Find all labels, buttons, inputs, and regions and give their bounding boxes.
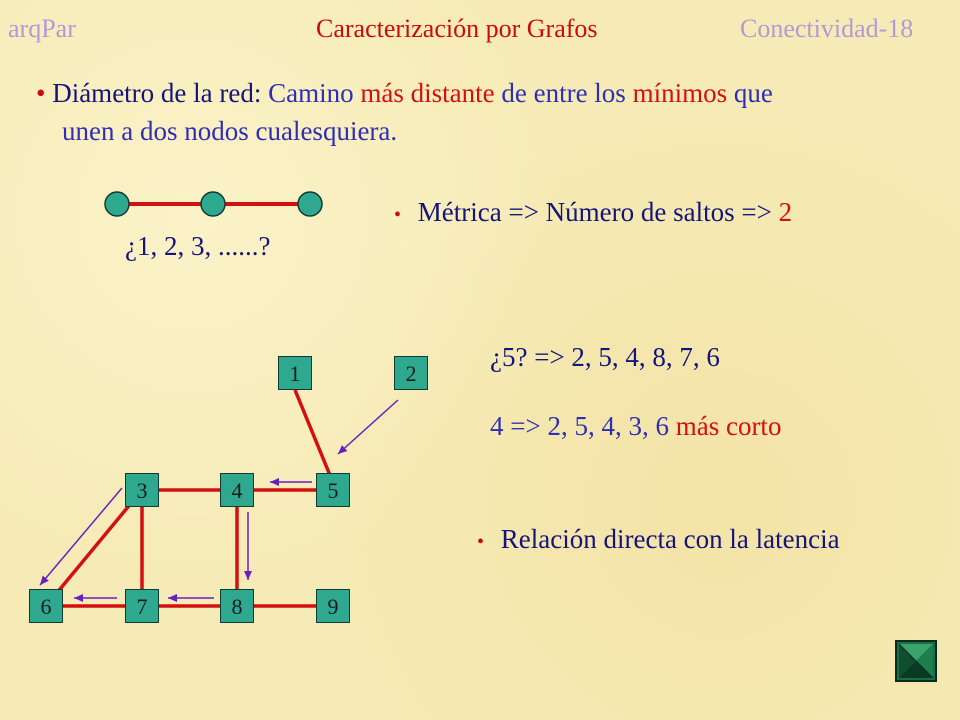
- graph-node-7: 7: [125, 589, 159, 623]
- definition-word: de entre los: [501, 78, 626, 108]
- bullet-dot: •: [477, 531, 485, 553]
- metric-text: Métrica => Número de saltos =>: [417, 197, 772, 227]
- slide-title: Caracterización por Grafos: [316, 14, 598, 43]
- short-path-text: [490, 409, 781, 443]
- graph-node-1: 1: [278, 356, 312, 390]
- definition-word: más distante: [360, 78, 495, 108]
- metric-value: 2: [778, 197, 793, 227]
- definition-word: mínimos: [632, 78, 728, 108]
- graph-node-8: 8: [220, 589, 254, 623]
- latency-bullet: [477, 522, 840, 559]
- slide-number: Conectividad-18: [740, 14, 914, 43]
- definition-word: que: [733, 78, 773, 108]
- latency-text: Relación directa con la latencia: [500, 524, 840, 554]
- short-path-prefix: 4 => 2, 5, 4, 3, 6: [490, 411, 669, 441]
- definition-word: Camino: [268, 78, 354, 108]
- definition-line-2: unen a dos nodos cualesquiera.: [62, 116, 398, 146]
- return-arrow-icon: [897, 642, 935, 680]
- short-path-suffix: más corto: [675, 411, 782, 441]
- bullet-dot: •: [36, 78, 46, 108]
- path-arrow: [40, 488, 122, 585]
- definition-term: Diámetro de la red:: [52, 78, 262, 108]
- metric-bullet: [394, 195, 792, 232]
- path-arrow: [338, 400, 398, 454]
- graph-node-2: 2: [394, 356, 428, 390]
- bullet-dot: •: [394, 204, 402, 226]
- graph-node-6: 6: [29, 589, 63, 623]
- graph-node-5: 5: [316, 473, 350, 507]
- graph-edge: [295, 390, 334, 485]
- graph-node-3: 3: [125, 473, 159, 507]
- long-path-text: ¿5? => 2, 5, 4, 8, 7, 6: [490, 342, 720, 372]
- return-button[interactable]: [895, 640, 937, 682]
- course-title: arqPar: [8, 14, 76, 43]
- line-graph-node: [201, 192, 225, 216]
- line-graph-node: [105, 192, 129, 216]
- line-graph-node: [298, 192, 322, 216]
- graph-node-4: 4: [220, 473, 254, 507]
- graph-node-9: 9: [316, 589, 350, 623]
- line-graph-caption: ¿1, 2, 3, ......?: [125, 231, 271, 261]
